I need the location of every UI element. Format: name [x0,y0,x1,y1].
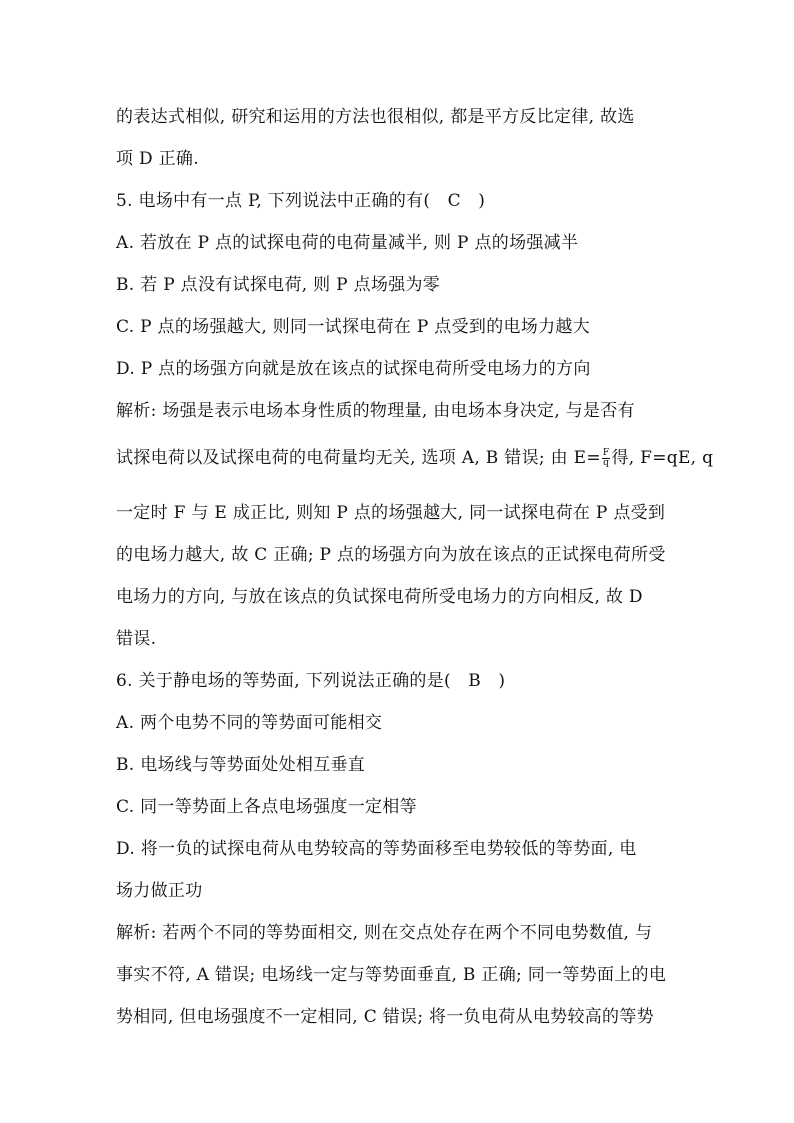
text-line: 项 D 正确. [116,149,199,169]
analysis-5-line: 解析: 场强是表示电场本身性质的物理量, 由电场本身决定, 与是否有 [116,401,635,421]
fraction-denominator: q [603,458,610,468]
question-5-option-b: B. 若 P 点没有试探电荷, 则 P 点场强为零 [116,275,441,295]
question-6-option-d: D. 将一负的试探电荷从电势较高的等势面移至电势较低的等势面, 电 [116,839,637,859]
question-6-option-d-cont: 场力做正功 [116,881,203,901]
analysis-5-formula-line [116,447,714,469]
analysis-5-line: 一定时 F 与 E 成正比, 则知 P 点的场强越大, 同一试探电荷在 P 点受到 [116,503,666,523]
question-6-option-a: A. 两个电势不同的等势面可能相交 [116,713,383,733]
question-5-option-d: D. P 点的场强方向就是放在该点的试探电荷所受电场力的方向 [116,359,591,379]
analysis-5-line: 电场力的方向, 与放在该点的负试探电荷所受电场力的方向相反, 故 D [116,587,643,607]
question-6-stem: 6. 关于静电场的等势面, 下列说法正确的是( B ) [116,671,506,691]
analysis-5-line: 错误. [116,629,157,649]
text-line: 的表达式相似, 研究和运用的方法也很相似, 都是平方反比定律, 故选 [116,107,635,127]
analysis-6-line: 势相同, 但电场强度不一定相同, C 错误; 将一负电荷从电势较高的等势 [116,1007,654,1027]
fraction-numerator: F [602,448,610,458]
analysis-5-line: 的电场力越大, 故 C 正确; P 点的场强方向为放在该点的正试探电荷所受 [116,545,666,565]
question-6-option-b: B. 电场线与等势面处处相互垂直 [116,755,366,775]
question-5-option-a: A. 若放在 P 点的试探电荷的电荷量减半, 则 P 点的场强减半 [116,233,579,253]
analysis-6-line: 事实不符, A 错误; 电场线一定与等势面垂直, B 正确; 同一等势面上的电 [116,965,667,985]
fraction-f-over-q [602,449,611,468]
question-5-option-c: C. P 点的场强越大, 则同一试探电荷在 P 点受到的电场力越大 [116,317,591,337]
question-6-option-c: C. 同一等势面上各点电场强度一定相等 [116,797,417,817]
question-5-stem: 5. 电场中有一点 P, 下列说法中正确的有( C ) [116,191,486,211]
analysis-6-line: 解析: 若两个不同的等势面相交, 则在交点处存在两个不同电势数值, 与 [116,923,653,943]
formula-text-after: 得, F=qE, q [611,448,714,468]
formula-text-before: 试探电荷以及试探电荷的电荷量均无关, 选项 A, B 错误; 由 E= [116,448,601,468]
